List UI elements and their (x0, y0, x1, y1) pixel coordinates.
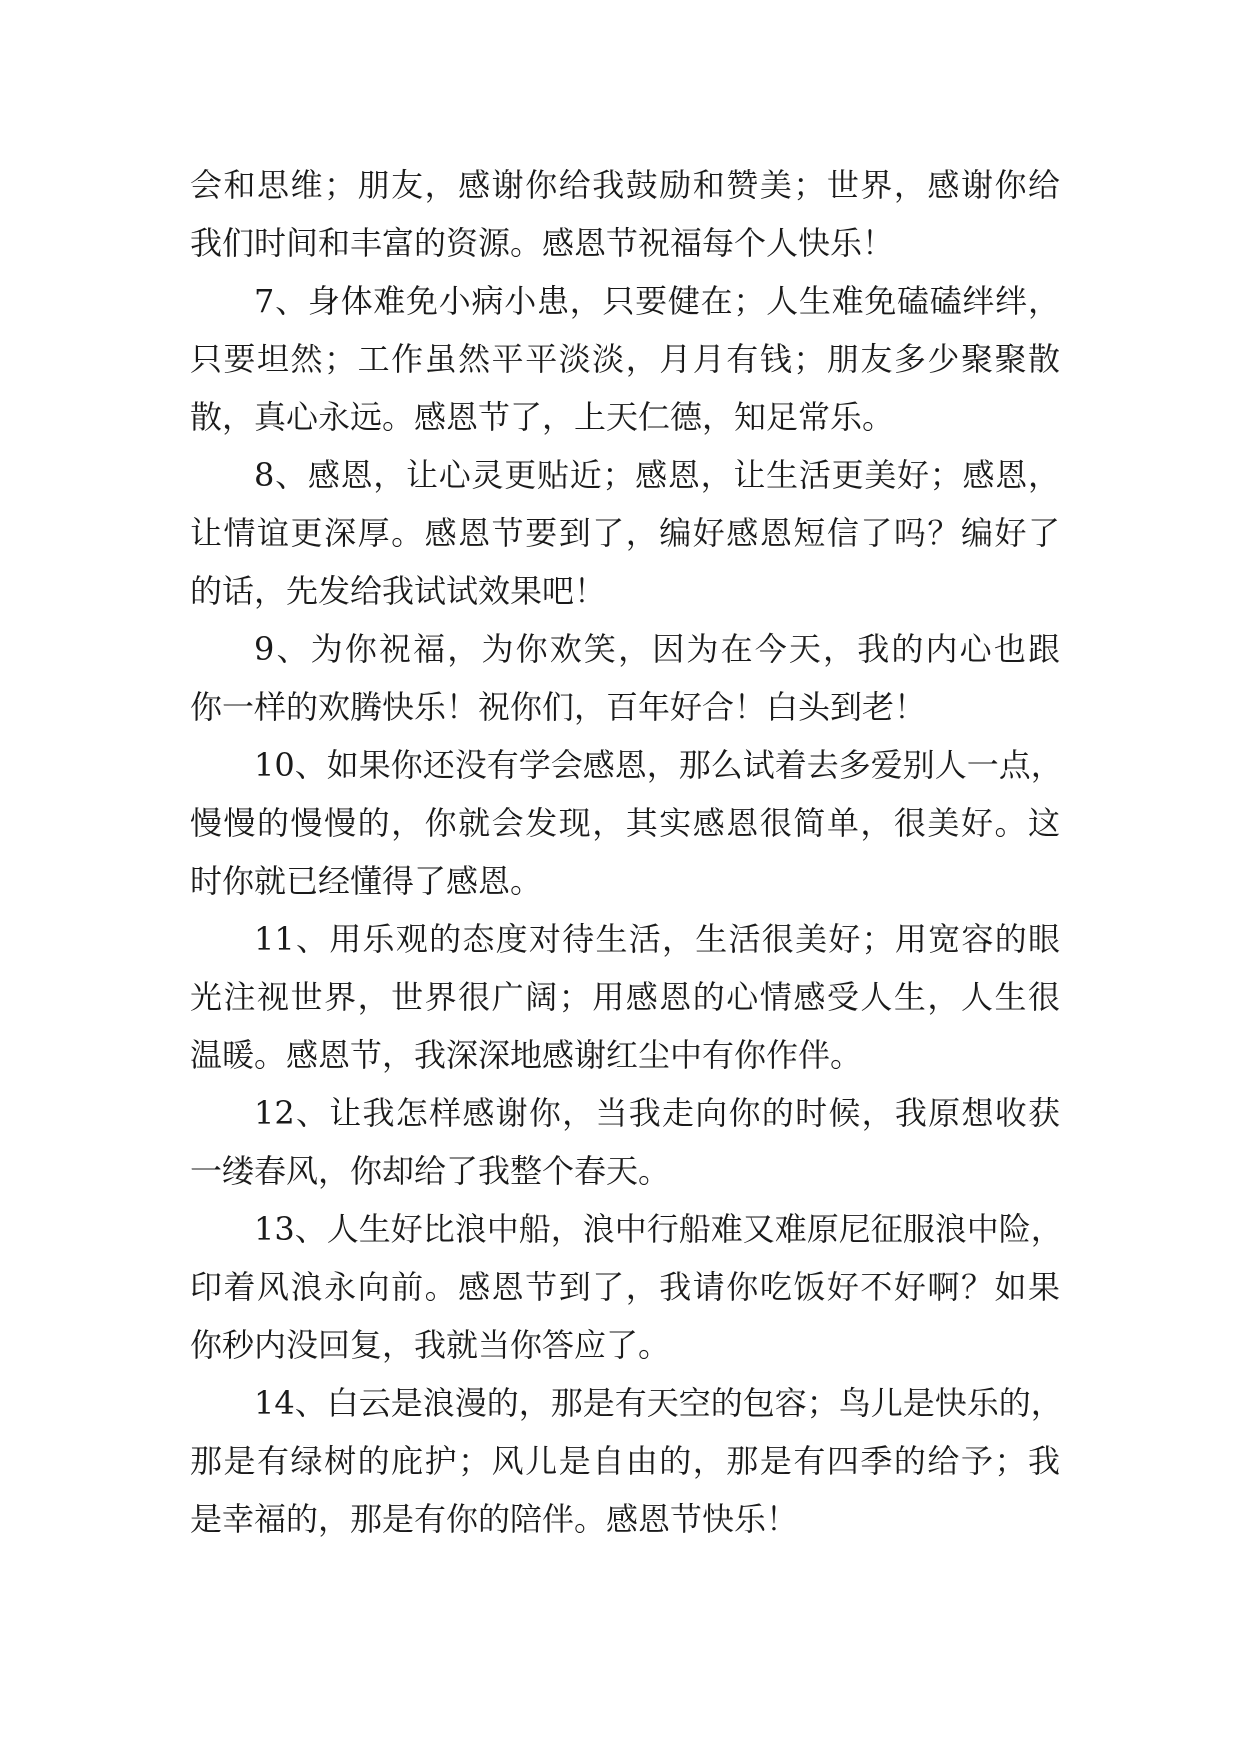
text-line: 那是有绿树的庇护；风儿是自由的，那是有四季的给予；我 (190, 1442, 1060, 1480)
paragraph (190, 1200, 1063, 1374)
paragraph (190, 156, 1060, 272)
text-line: 只要坦然；工作虽然平平淡淡，月月有钱；朋友多少聚聚散 (190, 340, 1060, 378)
text-line: 散，真心永远。感恩节了，上天仁德，知足常乐。 (190, 398, 895, 436)
paragraph (190, 736, 1063, 910)
text-line: 10、如果你还没有学会感恩，那么试着去多爱别人一点， (254, 746, 1063, 784)
text-line: 13、人生好比浪中船，浪中行船难又难原尼征服浪中险， (254, 1210, 1063, 1248)
text-line: 你一样的欢腾快乐！祝你们，百年好合！白头到老！ (190, 688, 927, 726)
paragraph (190, 910, 1060, 1084)
text-line: 慢慢的慢慢的，你就会发现，其实感恩很简单，很美好。这 (190, 804, 1060, 842)
text-line: 温暖。感恩节，我深深地感谢红尘中有你作伴。 (190, 1036, 863, 1074)
text-line: 会和思维；朋友，感谢你给我鼓励和赞美；世界，感谢你给 (190, 166, 1060, 204)
text-line: 印着风浪永向前。感恩节到了，我请你吃饭好不好啊？如果 (190, 1268, 1060, 1306)
text-line: 我们时间和丰富的资源。感恩节祝福每个人快乐！ (190, 224, 895, 262)
text-line: 时你就已经懂得了感恩。 (190, 862, 543, 900)
text-line: 让情谊更深厚。感恩节要到了，编好感恩短信了吗？编好了 (190, 514, 1060, 552)
text-line: 7、身体难免小病小患，只要健在；人生难免磕磕绊绊， (254, 282, 1060, 320)
text-line: 8、感恩，让心灵更贴近；感恩，让生活更美好；感恩， (254, 456, 1060, 494)
text-line: 的话，先发给我试试效果吧！ (190, 572, 607, 610)
text-line: 14、白云是浪漫的，那是有天空的包容；鸟儿是快乐的， (254, 1384, 1063, 1422)
paragraph (190, 1084, 1060, 1200)
paragraph (190, 446, 1060, 620)
text-line: 你秒内没回复，我就当你答应了。 (190, 1326, 671, 1364)
text-line: 9、为你祝福，为你欢笑，因为在今天，我的内心也跟 (254, 630, 1060, 668)
paragraph (190, 272, 1060, 446)
text-line: 12、让我怎样感谢你，当我走向你的时候，我原想收获 (254, 1094, 1060, 1132)
paragraph (190, 620, 1060, 736)
text-line: 11、用乐观的态度对待生活，生活很美好；用宽容的眼 (254, 920, 1060, 958)
paragraph (190, 1374, 1063, 1548)
text-line: 一缕春风，你却给了我整个春天。 (190, 1152, 671, 1190)
text-line: 光注视世界，世界很广阔；用感恩的心情感受人生，人生很 (190, 978, 1060, 1016)
document-body (190, 156, 1063, 1548)
text-line: 是幸福的，那是有你的陪伴。感恩节快乐！ (190, 1500, 799, 1538)
